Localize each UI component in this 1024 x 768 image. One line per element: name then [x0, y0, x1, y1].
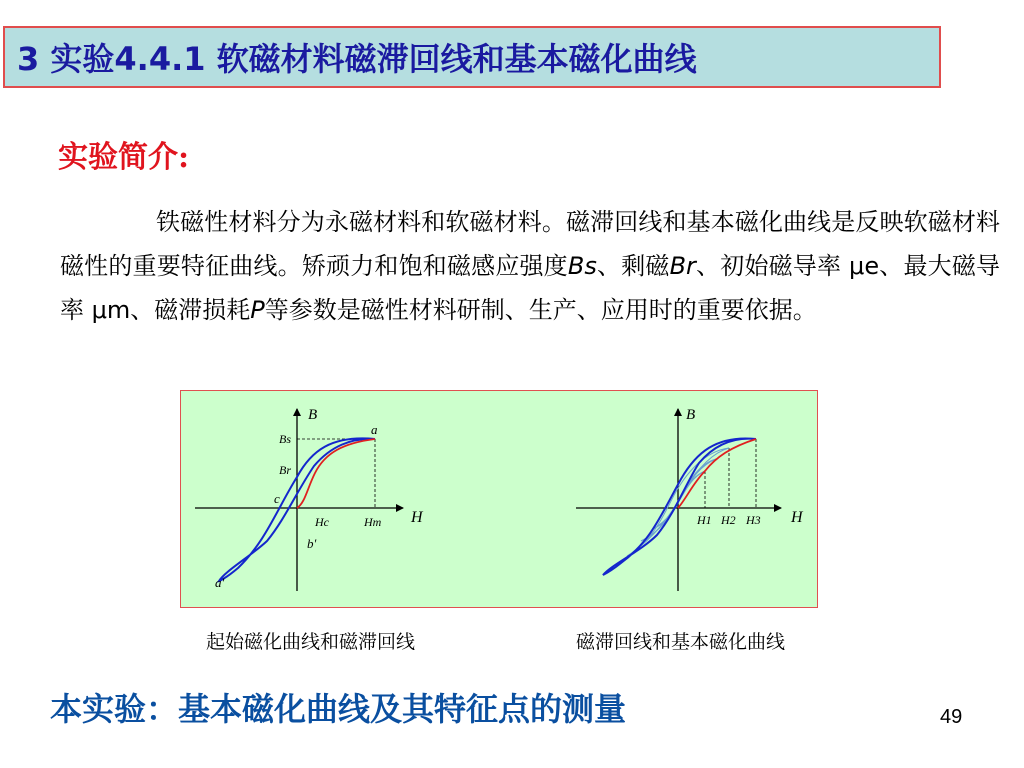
slide-title: 3 实验4.4.1 软磁材料磁滞回线和基本磁化曲线 — [17, 40, 697, 78]
page-number: 49 — [940, 706, 963, 728]
intro-paragraph — [60, 200, 1000, 332]
right-diagram — [576, 409, 781, 591]
figure-panel — [180, 390, 818, 608]
intro-text-3: 、初始磁导率 — [695, 252, 850, 280]
intro-text-1: 铁磁性材料分为永磁材料和软磁材料。磁滞回线和基本磁化曲线是反映软磁材料磁性的重要特征曲线。矫顽力和饱和磁感应强度 — [60, 208, 1000, 280]
left-label-c: c — [274, 491, 280, 506]
left-label-aprime: a′ — [215, 575, 225, 590]
intro-text-2: 、剩磁 — [596, 252, 670, 280]
left-label-hc: Hc — [315, 515, 329, 529]
intro-text-5: 、磁滞损耗 — [130, 296, 251, 324]
left-label-bs: Bs — [279, 432, 291, 446]
right-label-h1: H1 — [697, 513, 712, 527]
left-label-a: a — [371, 422, 378, 437]
hysteresis-figures — [181, 391, 819, 609]
right-label-h3: H3 — [746, 513, 761, 527]
br-symbol: Br — [669, 252, 696, 280]
left-label-br: Br — [279, 463, 291, 477]
left-label-bprime: b′ — [307, 536, 317, 551]
left-label-b: B — [308, 407, 318, 423]
right-label-h: H — [791, 509, 803, 526]
mue-symbol: μe — [849, 252, 880, 280]
left-label-hm: Hm — [364, 515, 382, 529]
intro-text-6: 等参数是磁性材料研制、生产、应用时的重要依据。 — [264, 296, 817, 324]
basic-magnetization-curve — [678, 439, 756, 508]
right-label-h2: H2 — [721, 513, 736, 527]
intro-text-4: 、最大磁导率 — [60, 252, 1001, 324]
left-label-h: H — [411, 509, 423, 526]
caption-left: 起始磁化曲线和磁滞回线 — [206, 631, 416, 653]
title-bar — [3, 26, 941, 88]
p-symbol: P — [250, 296, 265, 324]
right-label-b: B — [686, 407, 696, 423]
bs-symbol: Bs — [567, 252, 597, 280]
experiment-statement: 本实验：基本磁化曲线及其特征点的测量 — [50, 690, 627, 728]
mum-symbol: μm — [91, 296, 131, 324]
caption-right: 磁滞回线和基本磁化曲线 — [576, 631, 786, 653]
intro-heading: 实验简介: — [58, 140, 190, 175]
